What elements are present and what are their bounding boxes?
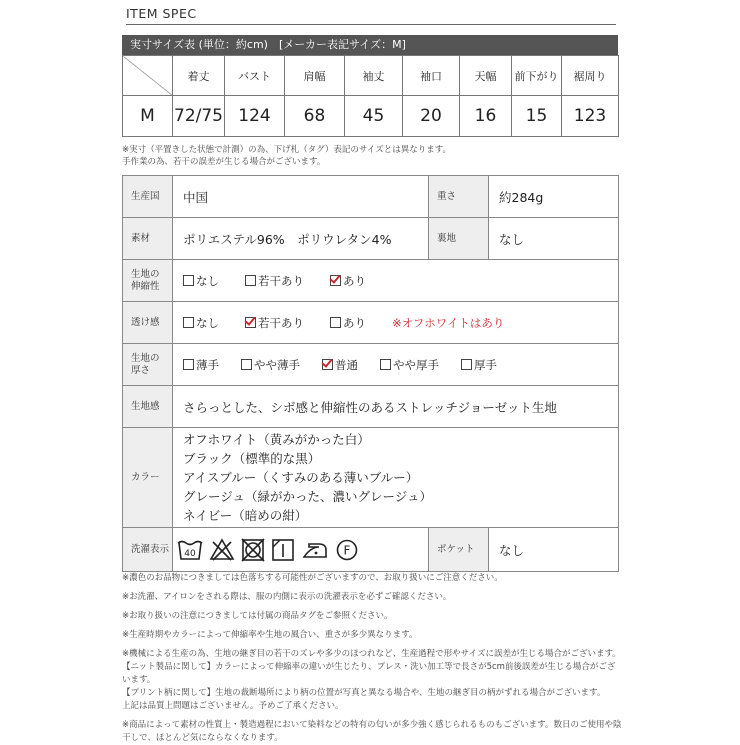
option-label: やや薄手 — [253, 357, 300, 372]
spec-label: 透け感 — [123, 302, 173, 344]
color-item: オフホワイト（黄みがかった白） — [183, 432, 370, 447]
spec-row-thickness — [123, 344, 619, 386]
sheer-options — [173, 302, 619, 344]
size-header-cell: 着丈 — [173, 56, 225, 96]
footer-notes — [122, 572, 622, 745]
weight-value: 約284g — [489, 176, 619, 218]
size-value-row — [123, 96, 619, 137]
size-header-cell: バスト — [225, 56, 285, 96]
size-header-cell: 裾周り — [562, 56, 619, 96]
option-label: 普通 — [334, 357, 358, 372]
spec-label — [123, 260, 173, 302]
spec-label: 生産国 — [123, 176, 173, 218]
size-value-cell: 72/75 — [173, 96, 225, 137]
size-value-cell: 68 — [285, 96, 345, 137]
size-value-cell: 124 — [225, 96, 285, 137]
option-label: 若干あり — [257, 273, 304, 288]
dry-clean-f-icon — [335, 538, 359, 562]
no-bleach-icon — [209, 538, 235, 562]
color-item: ブラック（標準的な黒） — [183, 451, 321, 466]
checkbox-icon — [380, 359, 391, 370]
section-title: ITEM SPEC — [126, 6, 197, 21]
wash-40-icon — [177, 538, 203, 562]
thickness-options — [173, 344, 619, 386]
pocket-value: なし — [489, 528, 619, 572]
checkbox-icon — [241, 359, 252, 370]
spec-row-origin — [123, 176, 619, 218]
line-dry-shade-icon — [271, 538, 295, 562]
size-row-label: M — [123, 96, 173, 137]
footer-note: ※お取り扱いの注意につきましては付属の商品タグをご参照ください。 — [122, 611, 393, 621]
size-header-cell: 肩幅 — [285, 56, 345, 96]
size-corner-cell — [123, 56, 173, 96]
checkbox-icon — [183, 359, 194, 370]
size-table — [122, 55, 619, 137]
dryclean-letter: F — [343, 543, 351, 557]
checkbox-icon — [183, 275, 194, 286]
texture-value: さらっとした、シボ感と伸縮性のあるストレッチジョーゼット生地 — [173, 386, 619, 428]
size-value-cell: 15 — [512, 96, 562, 137]
size-note: 手作業の為、若干の誤差が生じる場合がございます。 — [122, 157, 326, 167]
footer-note: 【プリント柄に関して】生地の裁断場所により柄の位置が写真と異なる場合や、生地の継ぎ目の柄がずれる場合がございます。 — [122, 688, 606, 698]
checkbox-option — [461, 357, 497, 373]
checkbox-option — [245, 273, 304, 289]
color-item: アイスブルー（くすみのある薄いブルー） — [183, 470, 419, 485]
checkbox-icon — [330, 317, 341, 328]
size-header-row — [123, 56, 619, 96]
iron-low-icon — [301, 538, 329, 562]
size-table-caption-text: 実寸サイズ表 (単位：約cm) [メーカー表記サイズ：M] — [130, 38, 406, 51]
footer-note: ※生産時期やカラーによって伸縮率や生地の風合い、重さが多少異なります。 — [122, 630, 418, 640]
option-label: あり — [342, 273, 366, 288]
checkbox-option — [330, 315, 366, 331]
checkbox-option — [241, 357, 300, 373]
spec-row-texture — [123, 386, 619, 428]
footer-note: ※機械による生産の為、生地の継ぎ目の若干のズレや多少のほつれなど、生産過程で形やサイズに誤差が生じる場合がございます。 — [122, 649, 621, 659]
footer-note: 【ニット製品に関して】カラーによって伸縮率の違いが生じたり、プレス・洗い加工等で長さが5cm前後誤差が生じる場合がございます。 — [122, 662, 616, 685]
option-label: 厚手 — [473, 357, 497, 372]
checkbox-option — [183, 273, 219, 289]
size-value-cell: 20 — [403, 96, 460, 137]
checkbox-option — [183, 315, 219, 331]
origin-value: 中国 — [173, 176, 429, 218]
checkbox-option — [380, 357, 439, 373]
option-label: 薄手 — [196, 357, 219, 372]
checkbox-icon — [461, 359, 472, 370]
size-value-cell: 45 — [345, 96, 403, 137]
wash-temp-label: 40 — [184, 548, 196, 559]
spec-row-color — [123, 428, 619, 528]
spec-label-line: 生地の — [131, 268, 160, 280]
footer-note: ※お洗濯、アイロンをされる際は、服の内側に表示の洗濯表示を必ずご確認ください。 — [122, 592, 452, 602]
spec-row-stretch — [123, 260, 619, 302]
spec-label: カラー — [123, 428, 173, 528]
checked-box-icon — [322, 359, 333, 370]
checkbox-icon — [245, 275, 256, 286]
option-label: やや厚手 — [392, 357, 439, 372]
spec-label: 裏地 — [429, 218, 489, 260]
checked-box-icon — [330, 275, 341, 286]
size-header-cell: 袖丈 — [345, 56, 403, 96]
size-header-cell: 袖口 — [403, 56, 460, 96]
footer-note: 上記は品質上問題はございません。予めご了承ください。 — [122, 701, 344, 711]
size-note: ※実寸（平置きした状態で計測）の為、下げ札（タグ）表記のサイズとは異なります。 — [122, 145, 452, 155]
checkbox-icon — [183, 317, 194, 328]
option-label: なし — [196, 273, 219, 288]
spec-label: 素材 — [123, 218, 173, 260]
spec-row-material — [123, 218, 619, 260]
checkbox-option — [330, 273, 366, 289]
option-label: 若干あり — [257, 315, 304, 330]
checkbox-option — [322, 357, 358, 373]
sheer-note: ※オフホワイトはあり — [391, 315, 505, 330]
size-header-cell: 前下がり — [512, 56, 562, 96]
spec-row-wash — [123, 528, 619, 572]
option-label: なし — [196, 315, 219, 330]
stretch-options — [173, 260, 619, 302]
color-item: ネイビー（暗めの紺） — [183, 508, 308, 523]
color-list — [173, 428, 619, 528]
spec-row-sheer — [123, 302, 619, 344]
size-table-caption — [122, 35, 618, 55]
spec-label: 重さ — [429, 176, 489, 218]
material-value: ポリエステル96% ポリウレタン4% — [173, 218, 429, 260]
checkbox-option — [245, 315, 304, 331]
spec-label-line: 生地の — [131, 352, 160, 364]
spec-label — [123, 344, 173, 386]
spec-label: ポケット — [429, 528, 489, 572]
spec-label: 洗濯表示 — [123, 528, 173, 572]
size-value-cell: 123 — [562, 96, 619, 137]
title-divider — [126, 24, 616, 25]
color-item: グレージュ（緑がかった、濃いグレージュ） — [183, 489, 433, 504]
footer-note: ※商品によって素材の性質上・製造過程において染料などの特有の匂いが多少強く感じられるものもございます。数日のご使用や陰干しで、ほとんど気にならなくなります。 — [122, 720, 622, 743]
wash-icons — [173, 528, 429, 572]
no-tumble-dry-icon — [241, 538, 265, 562]
spec-label: 生地感 — [123, 386, 173, 428]
checked-box-icon — [245, 317, 256, 328]
footer-note: ※濃色のお品物につきましては色落ちする可能性がございますので、お取り扱いにご注意ください。 — [122, 573, 503, 583]
size-value-cell: 16 — [460, 96, 512, 137]
checkbox-option — [183, 357, 219, 373]
size-header-cell: 天幅 — [460, 56, 512, 96]
spec-label-line: 伸縮性 — [131, 280, 160, 292]
option-label: あり — [342, 315, 366, 330]
lining-value: なし — [489, 218, 619, 260]
spec-table — [122, 175, 619, 572]
spec-label-line: 厚さ — [131, 364, 151, 376]
